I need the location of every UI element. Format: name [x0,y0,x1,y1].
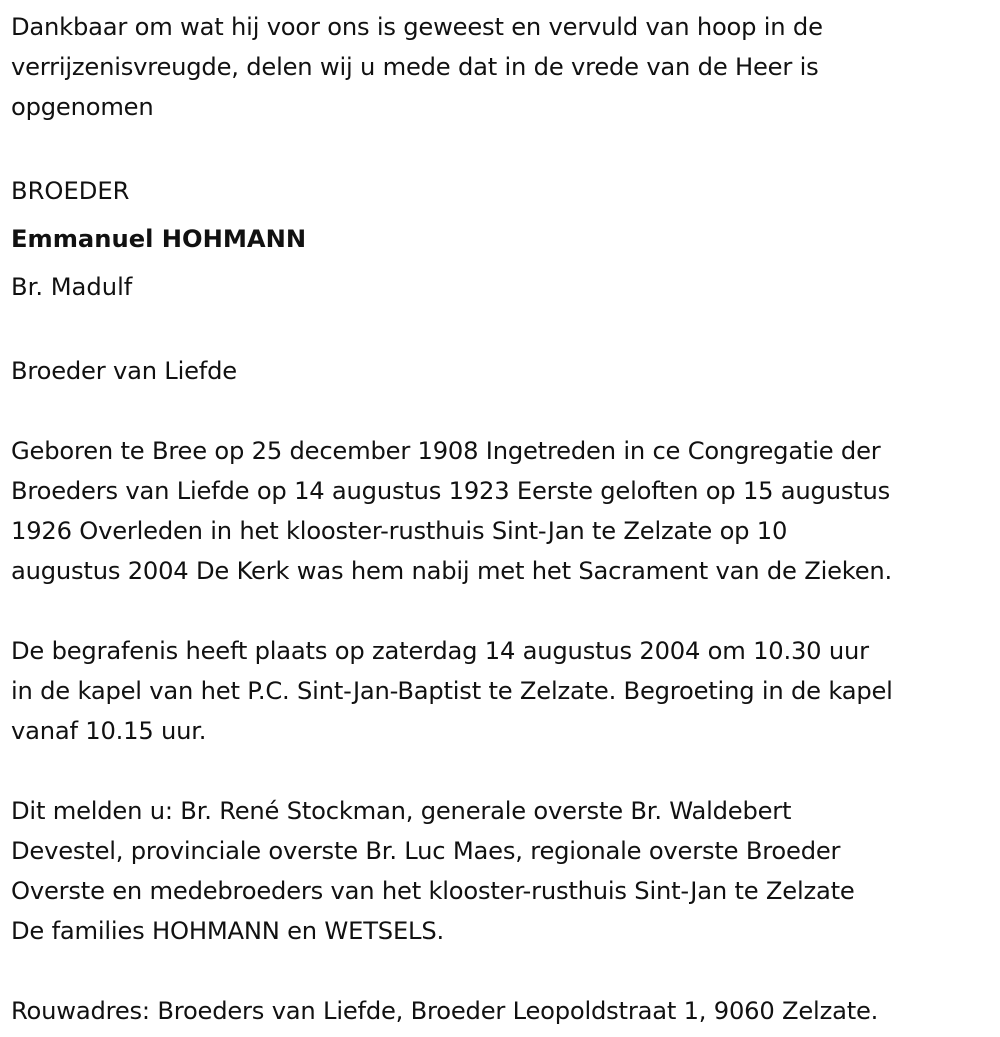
announcers-line: Dit melden u: Br. René Stockman, generale overste Br. Waldebert [11,797,792,825]
spacer [11,951,1000,991]
person-title: BROEDER [11,177,130,205]
biography-paragraph [11,431,1000,591]
funeral-line: De begrafenis heeft plaats op zaterdag 14 augustus 2004 om 10.30 uur [11,637,869,665]
spacer [11,591,1000,631]
mourning-address: Rouwadres: Broeders van Liefde, Broeder Leopoldstraat 1, 9060 Zelzate. [11,997,879,1025]
biography-line: 1926 Overleden in het klooster-rusthuis Sint-Jan te Zelzate op 10 [11,517,788,545]
congregation: Broeder van Liefde [11,357,237,385]
intro-line: opgenomen [11,93,154,121]
spacer [11,751,1000,791]
biography-line: Broeders van Liefde op 14 augustus 1923 Eerste geloften op 15 augustus [11,477,891,505]
announcers-line: De families HOHMANN en WETSELS. [11,917,444,945]
announcers-line: Overste en medebroeders van het klooster-rusthuis Sint-Jan te Zelzate [11,877,855,905]
announcers-line: Devestel, provinciale overste Br. Luc Maes, regionale overste Broeder [11,837,841,865]
biography-line: augustus 2004 De Kerk was hem nabij met het Sacrament van de Zieken. [11,557,893,585]
religious-name: Br. Madulf [11,273,133,301]
spacer [11,391,1000,431]
funeral-line: in de kapel van het P.C. Sint-Jan-Baptist te Zelzate. Begroeting in de kapel [11,677,893,705]
intro-paragraph [11,7,1000,127]
spacer [11,311,1000,351]
funeral-paragraph [11,631,1000,751]
funeral-line: vanaf 10.15 uur. [11,717,207,745]
announcers-paragraph [11,791,1000,951]
person-name: Emmanuel HOHMANN [11,225,307,253]
biography-line: Geboren te Bree op 25 december 1908 Ingetreden in ce Congregatie der [11,437,881,465]
intro-line: verrijzenisvreugde, delen wij u mede dat in de vrede van de Heer is [11,53,819,81]
intro-line: Dankbaar om wat hij voor ons is geweest en vervuld van hoop in de [11,13,823,41]
spacer [11,127,1000,167]
